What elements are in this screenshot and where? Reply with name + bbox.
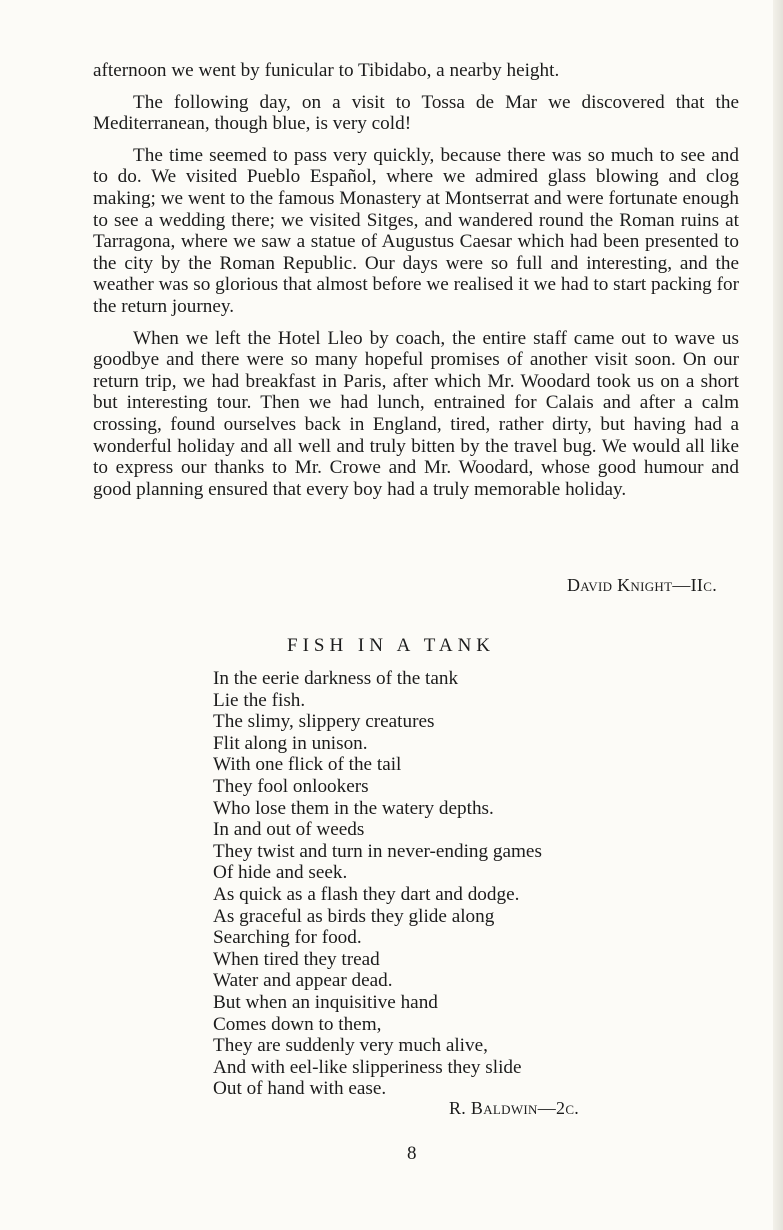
poem-line: They twist and turn in never-ending games <box>213 840 542 862</box>
poem-line: Of hide and seek. <box>213 862 348 884</box>
poem-line: And with eel-like slipperiness they slide <box>213 1056 522 1078</box>
poem-line: Who lose them in the watery depths. <box>213 797 494 819</box>
page-number: 8 <box>407 1143 417 1164</box>
poem-line: Flit along in unison. <box>213 732 368 754</box>
article-author: David Knight—IIc. <box>566 575 717 595</box>
poem-line: Out of hand with ease. <box>213 1078 387 1100</box>
poem-line: As quick as a flash they dart and dodge. <box>213 883 520 905</box>
poem-body <box>213 668 542 1100</box>
article-body <box>93 60 739 500</box>
article-paragraph: The following day, on a visit to Tossa de Mar we discovered that the Mediterranean, though blue, is very cold! <box>93 91 739 135</box>
poem-line: Comes down to them, <box>213 1013 382 1035</box>
poem-line: But when an inquisitive hand <box>213 991 438 1013</box>
poem-title: FISH IN A TANK <box>287 635 496 656</box>
poem-line: The slimy, slippery creatures <box>213 711 435 733</box>
article-paragraph: The time seemed to pass very quickly, because there was so much to see and to do. We visited Pueblo Español, where we admired glass blowing and clog making; we went to the famous Monastery at Montserrat and were fortunate enough to see a wedding there; we visited Sitges, and wandered round the Roman ruins at Tarragona, where we saw a statue of Augustus Caesar which had been presented to the city by the Roman Republic. Our days were so full and interesting, and the weather was so glorious that almost before we realised it we had to start packing for the return journey. <box>93 144 739 317</box>
poem-line: Searching for food. <box>213 927 362 949</box>
poem-author: R. Baldwin—2c. <box>449 1098 580 1118</box>
poem-line: When tired they tread <box>213 948 380 970</box>
article-paragraph: afternoon we went by funicular to Tibidabo, a nearby height. <box>93 60 560 81</box>
poem-line: Water and appear dead. <box>213 970 393 992</box>
poem-line: As graceful as birds they glide along <box>213 905 495 927</box>
poem-line: In the eerie darkness of the tank <box>213 668 459 689</box>
page-edge-shadow <box>773 0 783 1230</box>
poem-line: They are suddenly very much alive, <box>213 1035 488 1057</box>
poem-line: In and out of weeds <box>213 819 365 841</box>
poem-line: Lie the fish. <box>213 689 306 711</box>
article-paragraph: When we left the Hotel Lleo by coach, the entire staff came out to wave us goodbye and there were so many hopeful promises of another visit soon. On our return trip, we had breakfast in Paris, after which Mr. Woodard took us on a short but interesting tour. Then we had lunch, entrained for Calais and after a calm crossing, found ourselves back in England, tired, rather dirty, but having had a wonderful holiday and all well and truly bitten by the travel bug. We would all like to express our thanks to Mr. Crowe and Mr. Woodard, whose good humour and good planning ensured that every boy had a truly memorable holiday. <box>93 327 739 500</box>
poem-line: They fool onlookers <box>213 775 369 797</box>
poem-line: With one flick of the tail <box>213 754 402 776</box>
